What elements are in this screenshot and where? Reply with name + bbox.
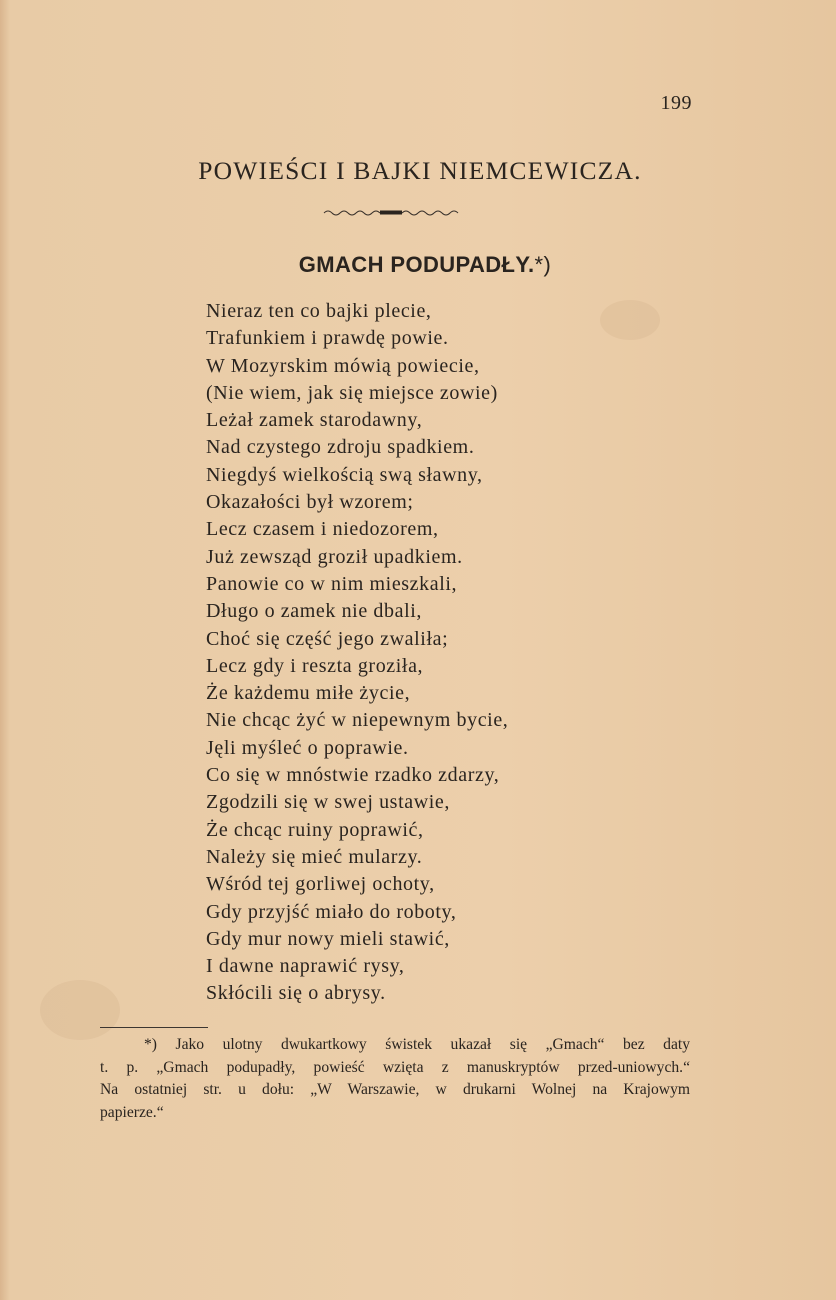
footnote-line: Na ostatniej str. u dołu: „W Warszawie, w drukarni Wolnej na Krajowym: [100, 1081, 690, 1099]
poem-line: Nieraz ten co bajki plecie,: [206, 300, 432, 322]
poem-line: Lecz czasem i niedozorem,: [206, 518, 439, 541]
poem-line: Panowie co w nim mieszkali,: [206, 572, 458, 595]
running-head: POWIEŚCI I BAJKI NIEMCEWICZA.: [198, 158, 642, 185]
poem-title-text: GMACH PODUPADŁY.: [298, 252, 535, 277]
poem-line: Wśród tej gorliwej ochoty,: [206, 873, 435, 896]
poem-line: Zgodzili się w swej ustawie,: [206, 791, 450, 814]
poem-body: [206, 298, 626, 1008]
footnote-line: papierze.“: [100, 1103, 164, 1121]
footnote-line: *) Jako ulotny dwukartkowy świstek ukazał się „Gmach“ bez daty: [144, 1036, 690, 1053]
poem-line: Niegdyś wielkością swą sławny,: [206, 463, 483, 486]
poem-line: Choć się część jego zwaliła;: [206, 627, 449, 650]
poem-line: Leżał zamek starodawny,: [206, 409, 423, 432]
page-number: 199: [660, 92, 692, 114]
footnote-divider: [100, 1027, 208, 1028]
ornamental-rule-icon: [322, 204, 462, 220]
poem-line: Okazałości był wzorem;: [206, 491, 414, 514]
paper-stain: [40, 980, 120, 1040]
poem-line: Że chcąc ruiny poprawić,: [206, 818, 424, 841]
poem-line: Gdy mur nowy mieli stawić,: [206, 927, 450, 950]
footnote: [100, 1034, 690, 1124]
poem-title: [160, 252, 690, 278]
poem-line: I dawne naprawić rysy,: [206, 955, 405, 978]
poem-line: Gdy przyjść miało do roboty,: [206, 900, 457, 923]
footnote-line: t. p. „Gmach podupadły, powieść wzięta z manuskryptów przed-uniowych.“: [100, 1058, 690, 1076]
footnote-marker: *): [534, 252, 552, 277]
poem-line: Już zewsząd groził upadkiem.: [206, 545, 463, 568]
poem-line: Nie chcąc żyć w niepewnym bycie,: [206, 709, 509, 732]
poem-line: Należy się mieć mularzy.: [206, 845, 423, 868]
poem-line: Jęli myśleć o poprawie.: [206, 736, 409, 759]
poem-line: Że każdemu miłe życie,: [206, 682, 411, 705]
poem-line: (Nie wiem, jak się miejsce zowie): [206, 381, 498, 404]
poem-line: Lecz gdy i reszta groziła,: [206, 654, 424, 677]
poem-line: Skłócili się o abrysy.: [206, 982, 386, 1005]
poem-line: Co się w mnóstwie rzadko zdarzy,: [206, 764, 500, 787]
poem-line: Trafunkiem i prawdę powie.: [206, 327, 449, 350]
poem-line: Długo o zamek nie dbali,: [206, 600, 423, 623]
poem-line: W Mozyrskim mówią powiecie,: [206, 354, 480, 377]
poem-line: Nad czystego zdroju spadkiem.: [206, 436, 475, 459]
